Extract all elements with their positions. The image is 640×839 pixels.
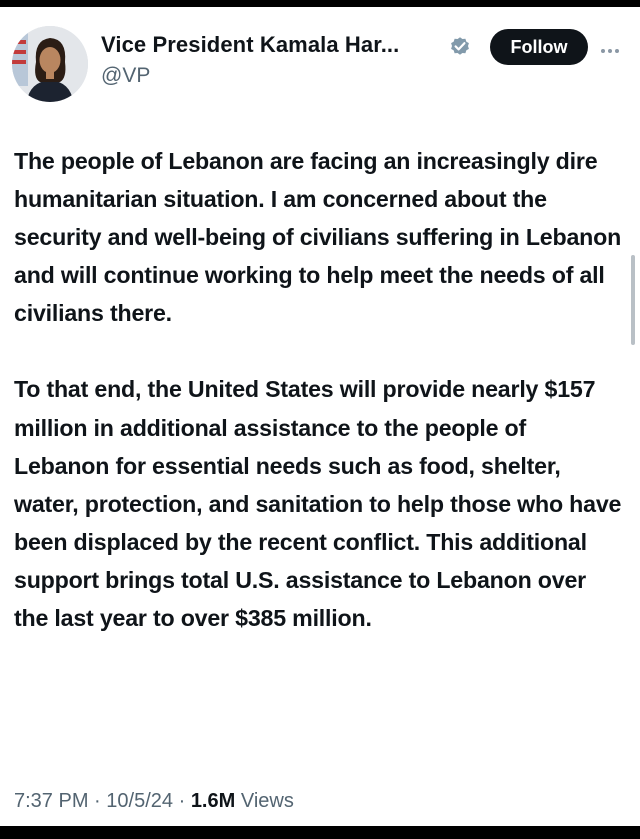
scrollbar[interactable] <box>631 255 635 345</box>
meta-separator: · <box>178 790 186 812</box>
views-label: Views <box>240 790 294 812</box>
tweet-date[interactable]: 10/5/24 <box>106 790 174 812</box>
bottom-edge <box>0 826 640 839</box>
author-display-name[interactable]: Vice President Kamala Har... <box>101 32 400 57</box>
top-edge <box>0 0 640 7</box>
more-options-icon[interactable] <box>601 40 625 50</box>
meta-separator: · <box>94 790 101 812</box>
avatar[interactable] <box>12 26 88 102</box>
author-handle[interactable]: @VP <box>101 64 151 87</box>
tweet-paragraph: The people of Lebanon are facing an increasingly dire humanitarian situation. I am concerned about the security and well-being of civilians suffering in Lebanon and will continue working to help meet the needs of all civilians there. <box>14 148 622 327</box>
follow-button[interactable]: Follow <box>490 29 588 65</box>
tweet-time[interactable]: 7:37 PM <box>14 790 89 812</box>
views-count: 1.6M <box>190 790 236 812</box>
tweet-text <box>14 142 626 637</box>
tweet-paragraph: To that end, the United States will provide nearly $157 million in additional assistance to the people of Lebanon for essential needs such as food, shelter, water, protection, and sanitation to help those who have been displaced by the recent conflict. This additional support brings total U.S. assistance to Lebanon over the last year to over $385 million. <box>14 376 622 632</box>
tweet-meta <box>14 790 294 813</box>
verified-badge-icon <box>448 34 472 58</box>
